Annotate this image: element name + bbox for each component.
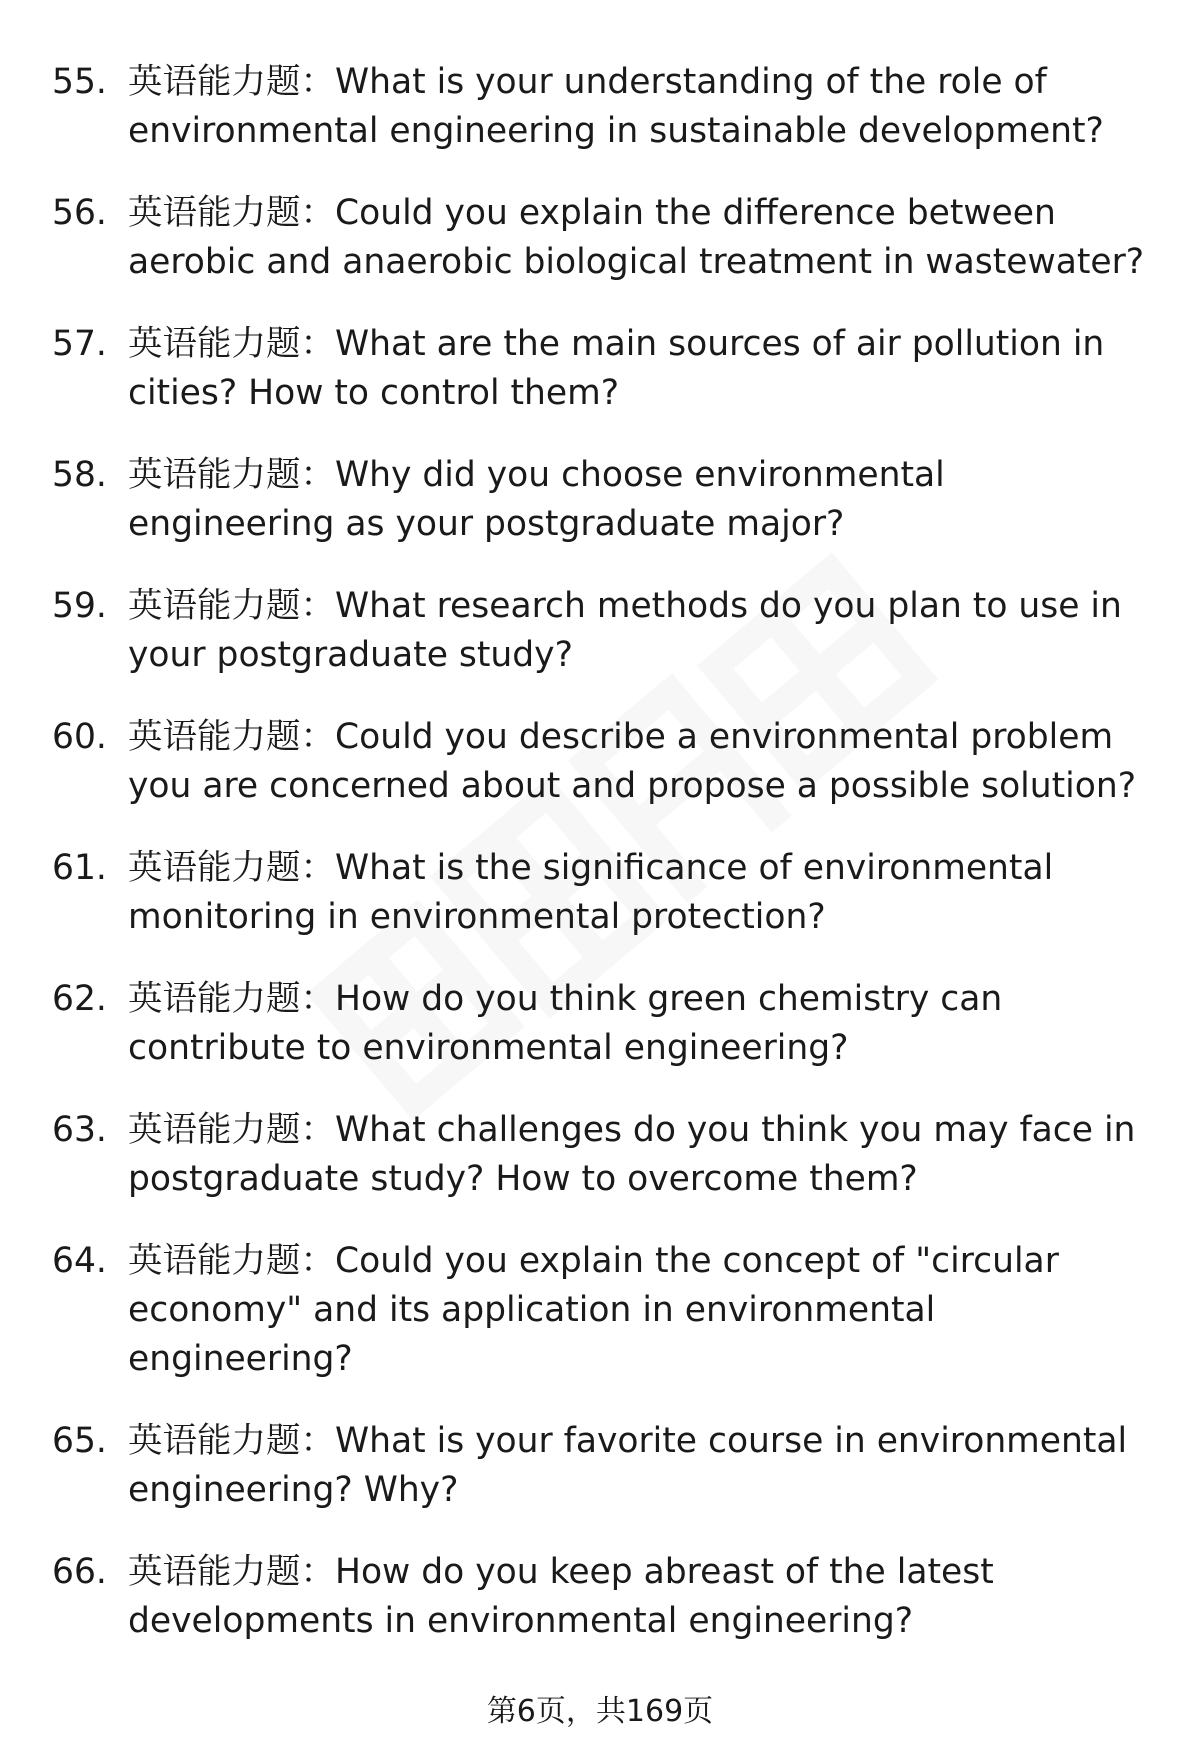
- question-text: Could you explain the concept of "circular economy" and its application in environmental engineering?: [128, 1241, 1059, 1379]
- question-item: [52, 844, 1152, 942]
- question-tag: 英语能力题：: [128, 1552, 335, 1592]
- question-number: 55.: [52, 62, 107, 102]
- question-text: Could you describe a environmental problem you are concerned about and propose a possible solution?: [128, 717, 1137, 806]
- question-number: 59.: [52, 586, 107, 626]
- question-tag: 英语能力题：: [128, 324, 335, 364]
- question-body: [128, 58, 1152, 156]
- question-item: [52, 1417, 1152, 1515]
- question-number: 60.: [52, 717, 107, 757]
- question-body: [128, 1106, 1152, 1204]
- question-number: 65.: [52, 1421, 107, 1461]
- question-item: [52, 58, 1152, 156]
- question-tag: 英语能力题：: [128, 848, 335, 888]
- question-item: [52, 320, 1152, 418]
- question-number: 62.: [52, 979, 107, 1019]
- question-tag: 英语能力题：: [128, 1241, 335, 1281]
- question-list: [52, 58, 1152, 1679]
- question-text: What are the main sources of air pollution in cities? How to control them?: [128, 324, 1105, 413]
- question-text: What research methods do you plan to use in your postgraduate study?: [128, 586, 1122, 675]
- question-tag: 英语能力题：: [128, 1421, 335, 1461]
- question-body: [128, 975, 1152, 1073]
- question-item: [52, 1237, 1152, 1384]
- question-text: How do you keep abreast of the latest developments in environmental engineering?: [128, 1552, 994, 1641]
- question-item: [52, 1548, 1152, 1646]
- question-item: [52, 582, 1152, 680]
- question-item: [52, 189, 1152, 287]
- question-text: Why did you choose environmental engineering as your postgraduate major?: [128, 455, 945, 544]
- question-text: How do you think green chemistry can contribute to environmental engineering?: [128, 979, 1003, 1068]
- question-body: [128, 844, 1152, 942]
- question-number: 61.: [52, 848, 107, 888]
- question-number: 58.: [52, 455, 107, 495]
- question-body: [128, 451, 1152, 549]
- question-item: [52, 451, 1152, 549]
- question-number: 57.: [52, 324, 107, 364]
- question-item: [52, 975, 1152, 1073]
- question-number: 66.: [52, 1552, 107, 1592]
- question-body: [128, 189, 1152, 287]
- question-tag: 英语能力题：: [128, 586, 335, 626]
- question-body: [128, 1237, 1152, 1384]
- question-text: What is your understanding of the role of environmental engineering in sustainable development?: [128, 62, 1104, 151]
- question-number: 64.: [52, 1241, 107, 1281]
- question-body: [128, 582, 1152, 680]
- question-number: 56.: [52, 193, 107, 233]
- question-tag: 英语能力题：: [128, 717, 335, 757]
- question-tag: 英语能力题：: [128, 193, 335, 233]
- question-tag: 英语能力题：: [128, 455, 335, 495]
- question-text: Could you explain the difference between aerobic and anaerobic biological treatment in wastewater?: [128, 193, 1145, 282]
- question-tag: 英语能力题：: [128, 62, 335, 102]
- question-body: [128, 1417, 1152, 1515]
- question-number: 63.: [52, 1110, 107, 1150]
- question-body: [128, 320, 1152, 418]
- question-body: [128, 1548, 1152, 1646]
- question-tag: 英语能力题：: [128, 979, 335, 1019]
- question-text: What is your favorite course in environmental engineering? Why?: [128, 1421, 1128, 1510]
- question-body: [128, 713, 1152, 811]
- question-item: [52, 713, 1152, 811]
- question-text: What is the significance of environmental monitoring in environmental protection?: [128, 848, 1054, 937]
- question-text: What challenges do you think you may face in postgraduate study? How to overcome them?: [128, 1110, 1136, 1199]
- page-footer: 第6页，共169页: [486, 1694, 714, 1729]
- question-tag: 英语能力题：: [128, 1110, 335, 1150]
- question-item: [52, 1106, 1152, 1204]
